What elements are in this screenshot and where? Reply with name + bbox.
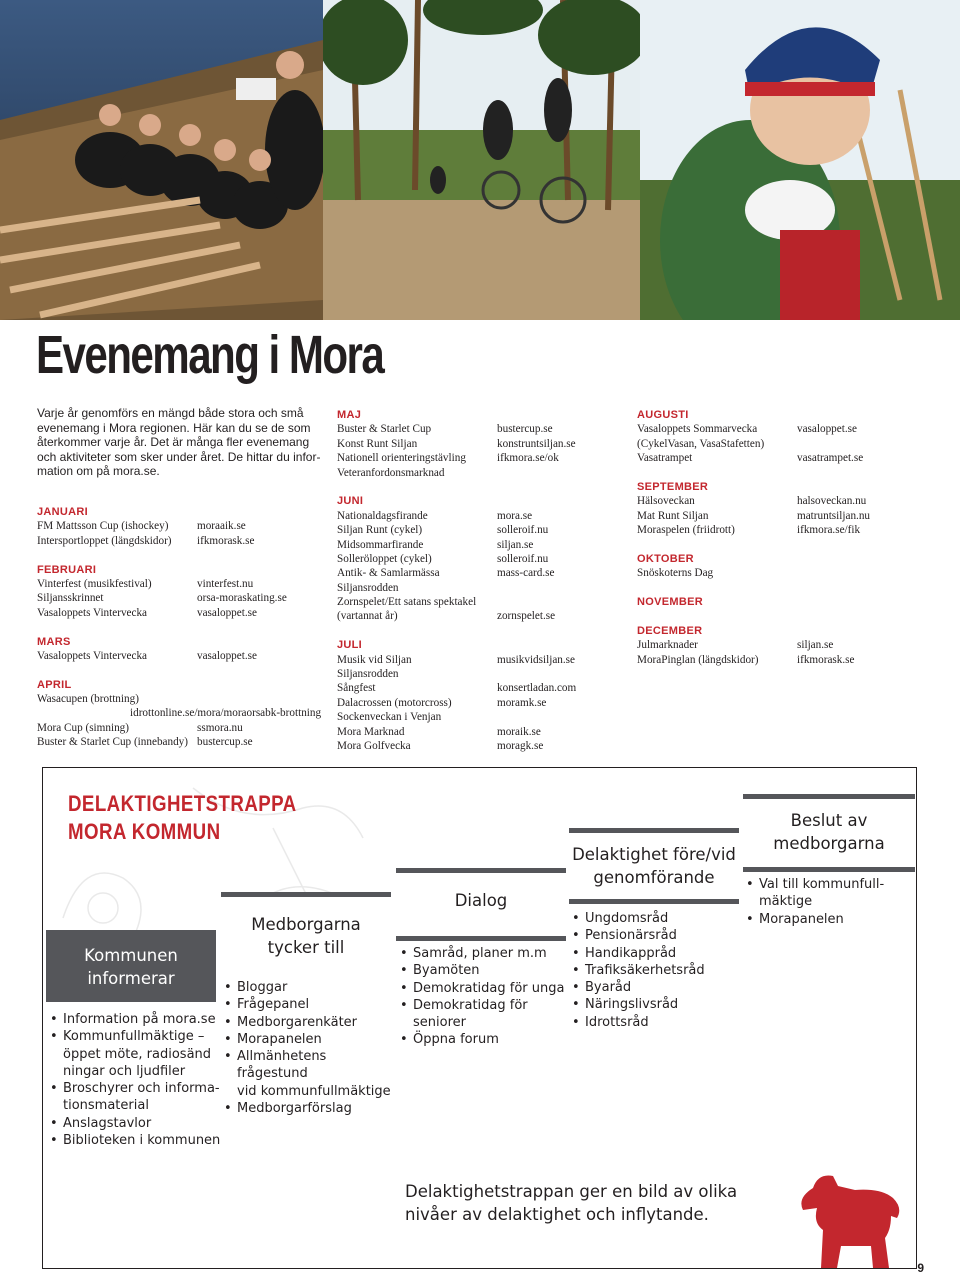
event-name: MoraPinglan (längdskidor) (637, 653, 759, 666)
event-row (337, 653, 617, 667)
event-row (337, 523, 617, 537)
event-url[interactable]: ifkmorask.se (797, 653, 855, 666)
step-title-line: Medborgarna (251, 915, 361, 934)
month-heading-september: SEPTEMBER (637, 480, 709, 493)
list-item: • Frågepanel (224, 996, 394, 1013)
event-url[interactable]: vinterfest.nu (197, 577, 254, 590)
event-name: Siljansskrinnet (37, 592, 104, 605)
step-bottom-bar (569, 899, 739, 904)
step-title-line: Delaktighet före/vid (572, 845, 736, 864)
step-3-list (400, 945, 570, 1049)
step-top-bar (396, 868, 566, 873)
event-name: Buster & Starlet Cup (innebandy) (37, 736, 189, 749)
step-title-line: tycker till (267, 938, 345, 957)
caption-line: Delaktighetstrappan ger en bild av olika (405, 1182, 738, 1201)
event-url[interactable]: musikvidsiljan.se (497, 653, 576, 666)
event-name: Vasatrampet (637, 452, 693, 465)
event-url[interactable]: ssmora.nu (197, 721, 243, 734)
month-heading-april: APRIL (37, 678, 72, 691)
list-item: • Val till kommunfull- mäktige (746, 876, 911, 911)
step-delaktighet-fore-vid-genomforande (569, 828, 739, 904)
step-4-list (572, 910, 742, 1031)
event-row (37, 577, 337, 591)
event-url[interactable]: vasaloppet.se (797, 423, 857, 436)
event-url[interactable]: zornspelet.se (497, 610, 556, 623)
list-item: • Ungdomsråd (572, 910, 742, 927)
event-row (637, 653, 937, 667)
event-name: Intersportloppet (längdskidor) (37, 534, 172, 547)
step-top-bar (221, 892, 391, 897)
event-row (637, 523, 937, 537)
step-medborgarna-tycker-till (221, 892, 391, 980)
diagram-title-line: DELAKTIGHETSTRAPPA (68, 791, 297, 816)
event-name: (vartannat år) (337, 610, 398, 623)
event-url[interactable]: konsertladan.com (497, 682, 577, 695)
event-row (637, 451, 937, 465)
step-title-line: Kommunen (84, 946, 178, 965)
event-url[interactable]: moraaik.se (197, 520, 246, 533)
event-row (637, 494, 937, 508)
event-row (337, 538, 617, 552)
month-heading-mars: MARS (37, 635, 71, 648)
step-top-bar (569, 828, 739, 833)
list-item: • Morapanelen (224, 1031, 394, 1048)
event-name: Siljan Runt (cykel) (337, 524, 423, 537)
step-kommunen-informerar (46, 930, 216, 1002)
event-url[interactable]: bustercup.se (497, 423, 553, 436)
step-title-line: medborgarna (773, 834, 885, 853)
event-row (637, 422, 937, 436)
month-heading-augusti: AUGUSTI (637, 409, 689, 421)
list-item: • Byaråd (572, 979, 742, 996)
event-row (337, 667, 617, 681)
event-url[interactable]: vasaloppet.se (197, 649, 257, 662)
month-heading-november: NOVEMBER (637, 596, 703, 609)
event-name: Moraspelen (friidrott) (637, 524, 735, 537)
event-name: Wasacupen (brottning) (37, 693, 139, 706)
event-row (337, 681, 617, 695)
step-title-line: Dialog (454, 891, 508, 910)
event-url[interactable]: ifkmorask.se (197, 534, 255, 547)
event-row (337, 566, 617, 580)
step-top-bar (743, 794, 915, 799)
event-url[interactable]: moragk.se (497, 739, 544, 752)
event-row (337, 466, 617, 480)
month-heading-oktober: OKTOBER (637, 552, 694, 565)
cyclists-forest-photo (323, 0, 640, 320)
dala-horse-icon (793, 1168, 908, 1268)
step-title-line: Beslut av (790, 811, 868, 830)
event-name: Vasaloppets Sommarvecka (637, 423, 758, 436)
event-row (637, 638, 937, 652)
event-url-row (37, 706, 337, 720)
event-url[interactable]: moraik.se (497, 725, 541, 738)
event-name: Mora Cup (simning) (37, 721, 129, 734)
event-row (337, 609, 617, 623)
month-heading-december: DECEMBER (637, 624, 703, 637)
event-url[interactable]: vasaloppet.se (197, 606, 257, 619)
event-name: Dalacrossen (motorcross) (337, 696, 452, 709)
event-url[interactable]: solleroif.nu (497, 524, 549, 537)
event-row (337, 581, 617, 595)
event-url[interactable]: siljan.se (797, 639, 834, 652)
list-item: • Byamöten (400, 962, 570, 979)
event-url[interactable]: orsa-moraskating.se (197, 592, 287, 605)
event-url[interactable]: matruntsiljan.nu (797, 509, 871, 522)
event-name: Zornspelet/Ett satans spektakel (337, 596, 477, 609)
event-name: Siljansrodden (337, 581, 399, 594)
event-row (337, 725, 617, 739)
event-row (37, 692, 337, 706)
list-item: • Biblioteken i kommunen (50, 1132, 230, 1149)
intro-line: och aktiviteter som sker under året. De hittar du infor- (37, 449, 321, 464)
month-heading-maj: MAJ (337, 409, 362, 421)
photo-band (0, 0, 960, 320)
event-url[interactable]: moramk.se (497, 696, 547, 709)
step-bottom-bar (743, 867, 915, 872)
list-item: • Medborgarenkäter (224, 1014, 394, 1031)
list-item: • Anslagstavlor (50, 1115, 230, 1132)
event-name: Sockenveckan i Venjan (337, 711, 442, 724)
list-item: • Allmänhetens frågestund vid kommunfullmäktige (224, 1048, 394, 1100)
list-item: • Medborgarförslag (224, 1100, 394, 1117)
event-row (337, 451, 617, 465)
event-url[interactable]: bustercup.se (197, 736, 253, 749)
event-row (337, 595, 617, 609)
event-url[interactable]: siljan.se (497, 538, 534, 551)
event-name: Konst Runt Siljan (337, 437, 418, 450)
event-url[interactable]: ifkmora.se/fik (797, 524, 861, 537)
event-name: Snöskoterns Dag (637, 567, 714, 580)
intro-line: återkommer varje år. Det är många fler evenemang (37, 435, 310, 450)
diagram-title (68, 790, 297, 846)
step-5-list (746, 876, 911, 928)
event-row (637, 509, 937, 523)
event-name: Mat Runt Siljan (637, 509, 709, 522)
event-row (637, 566, 937, 580)
event-row (37, 606, 337, 620)
diagram-caption (405, 1180, 737, 1226)
midsummer-baby-photo (640, 0, 960, 320)
event-url[interactable]: ifkmora.se/ok (497, 452, 559, 465)
list-item: • Samråd, planer m.m (400, 945, 570, 962)
intro-line: Varje år genomförs en mängd både stora och små (37, 406, 304, 420)
step-2-list (224, 979, 394, 1117)
list-item: • Broschyrer och informa- tionsmaterial (50, 1080, 230, 1115)
event-row (37, 534, 337, 548)
participation-ladder-diagram (42, 767, 917, 1269)
event-name: FM Mattsson Cup (ishockey) (37, 520, 169, 533)
event-name: Midsommarfirande (337, 538, 424, 551)
event-name: (CykelVasan, VasaStafetten) (637, 437, 765, 450)
event-row (337, 422, 617, 436)
month-heading-februari: FEBRUARI (37, 563, 97, 576)
list-item: • Trafiksäkerhetsråd (572, 962, 742, 979)
rowing-boat-photo (0, 0, 323, 320)
list-item: • Bloggar (224, 979, 394, 996)
event-url[interactable]: solleroif.nu (497, 552, 549, 565)
event-name: Julmarknader (637, 639, 698, 652)
event-name: Veteranfordonsmarknad (337, 466, 445, 479)
list-item: • Näringslivsråd (572, 996, 742, 1013)
event-name: Vasaloppets Vintervecka (37, 606, 148, 619)
list-item: • Pensionärsråd (572, 927, 742, 944)
list-item: • Idrottsråd (572, 1014, 742, 1031)
event-name: Mora Marknad (337, 725, 405, 738)
list-item: • Kommunfullmäktige – öppet möte, radiosänd ningar och ljudfiler (50, 1028, 230, 1080)
event-row (337, 696, 617, 710)
month-heading-januari: JANUARI (37, 506, 88, 518)
intro-paragraph (37, 406, 327, 479)
event-url[interactable]: idrottonline.se/mora/moraorsabk-brottning (130, 707, 322, 720)
event-url[interactable]: mass-card.se (497, 567, 555, 580)
step-dialog (396, 868, 566, 933)
event-row (37, 721, 337, 735)
list-item: • Information på mora.se (50, 1011, 230, 1028)
event-name: Solleröloppet (cykel) (337, 552, 432, 565)
event-row (337, 509, 617, 523)
list-item: • Demokratidag för seniorer (400, 997, 570, 1032)
event-name: Vinterfest (musikfestival) (37, 577, 152, 590)
events-column-2 (337, 408, 617, 753)
event-row (337, 739, 617, 753)
event-name: Vasaloppets Vintervecka (37, 649, 148, 662)
page-title: Evenemang i Mora (36, 325, 384, 385)
intro-line: evenemang i Mora regionen. Här kan du se de som (37, 420, 311, 435)
event-row (337, 437, 617, 451)
event-row (637, 437, 937, 451)
event-row (37, 649, 337, 663)
list-item: • Öppna forum (400, 1031, 570, 1048)
step-beslut-av-medborgarna (743, 794, 915, 870)
month-heading-juli: JULI (337, 639, 363, 652)
event-name: Siljansrodden (337, 668, 399, 681)
event-name: Buster & Starlet Cup (337, 423, 432, 436)
event-row (337, 710, 617, 724)
event-name: Musik vid Siljan (337, 653, 412, 666)
month-heading-juni: JUNI (337, 495, 364, 508)
step-1-list (50, 1011, 230, 1149)
intro-line: mation om på mora.se. (37, 464, 160, 479)
event-url[interactable]: konstruntsiljan.se (497, 437, 576, 450)
page-number: 9 (917, 1261, 924, 1275)
caption-line: nivåer av delaktighet och inflytande. (405, 1205, 709, 1224)
events-column-3 (637, 408, 937, 667)
event-name: Nationaldagsfirande (337, 509, 428, 522)
event-name: Sångfest (337, 682, 376, 695)
event-row (37, 735, 337, 749)
diagram-title-line: MORA KOMMUN (68, 819, 221, 844)
events-column-1 (37, 505, 337, 750)
step-title-line: genomförande (593, 868, 715, 887)
step-bottom-bar (396, 936, 566, 941)
step-title-line: informerar (87, 969, 175, 988)
event-name: Mora Golfvecka (337, 739, 411, 752)
event-name: Nationell orienteringstävling (337, 452, 466, 465)
event-row (37, 519, 337, 533)
list-item: • Demokratidag för unga (400, 980, 570, 997)
event-name: Antik- & Samlarmässa (337, 567, 440, 580)
event-url[interactable]: vasatrampet.se (797, 452, 864, 465)
event-row (37, 591, 337, 605)
event-row (337, 552, 617, 566)
event-url[interactable]: halsoveckan.nu (797, 495, 867, 508)
list-item: • Morapanelen (746, 911, 911, 928)
event-name: Hälsoveckan (637, 495, 695, 508)
list-item: • Handikappråd (572, 945, 742, 962)
event-url[interactable]: mora.se (497, 509, 533, 522)
